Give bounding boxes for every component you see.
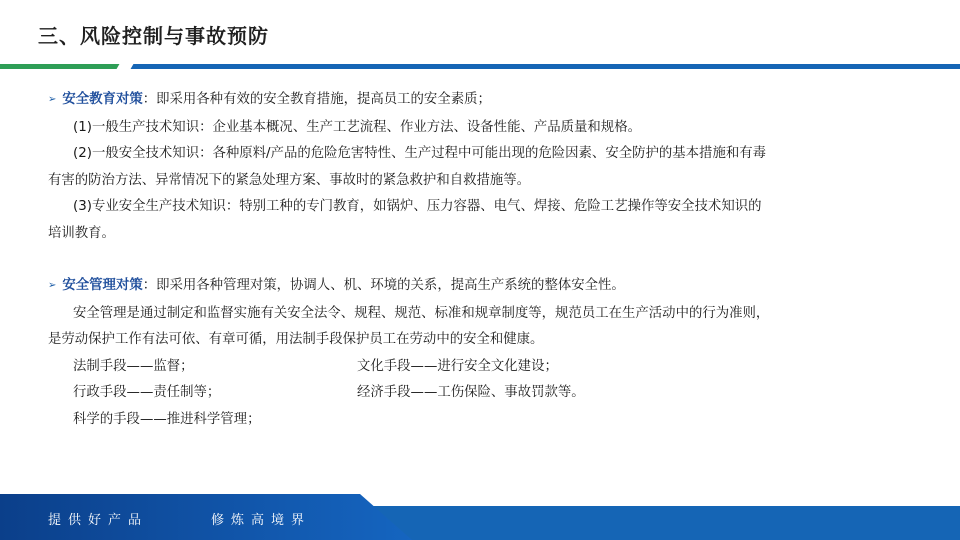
- section-intro: ：即采用各种有效的安全教育措施，提高员工的安全素质；: [142, 92, 491, 107]
- means-item: 经济手段——工伤保险、事故罚款等。: [357, 385, 585, 400]
- slide-body: [48, 87, 918, 433]
- education-item-continued: 培训教育。: [48, 225, 115, 241]
- management-means-row: [48, 380, 918, 407]
- section-management-heading: [48, 273, 918, 301]
- education-item: (2)一般安全技术知识：各种原料/产品的危险危害特性、生产过程中可能出现的危险因素、安全防护的基本措施和有毒: [73, 146, 767, 161]
- keyword-label: 安全管理对策: [62, 278, 143, 293]
- header-accent-green: [0, 64, 122, 69]
- management-means-row: [48, 407, 918, 434]
- spacer: [48, 247, 918, 273]
- management-paragraph-continued: 是劳动保护工作有法可依、有章可循，用法制手段保护员工在劳动中的安全和健康。: [48, 332, 544, 347]
- management-paragraph: 安全管理是通过制定和监督实施有关安全法令、规程、规范、标准和规章制度等，规范员工在生产活动中的行为准则，: [73, 305, 770, 321]
- means-item: 行政手段——责任制等；: [73, 385, 221, 400]
- arrow-bullet-icon: ➢: [48, 280, 57, 291]
- section-intro: ：即采用各种管理对策，协调人、机、环境的关系，提高生产系统的整体安全性。: [142, 278, 625, 293]
- education-item-continued: 有害的防治方法、异常情况下的紧急处理方案、事故时的紧急救护和自救措施等。: [48, 172, 531, 188]
- page-title: 三、风险控制与事故预防: [38, 24, 269, 48]
- means-item: 科学的手段——推进科学管理；: [73, 411, 261, 427]
- footer-slogan: 修炼高境界: [211, 513, 312, 528]
- management-means-row: [48, 354, 918, 381]
- education-item: (1)一般生产技术知识：企业基本概况、生产工艺流程、作业方法、设备性能、产品质量和规格。: [73, 119, 641, 135]
- education-item: (3)专业安全生产技术知识：特别工种的专门教育，如锅炉、压力容器、电气、焊接、危险工艺操作等安全技术知识的: [73, 199, 762, 214]
- footer-slogan: 提供好产品: [48, 513, 149, 528]
- arrow-bullet-icon: ➢: [48, 94, 57, 105]
- means-item: 法制手段——监督；: [73, 358, 194, 374]
- means-item: 文化手段——进行安全文化建设；: [357, 358, 558, 374]
- section-education-heading: [48, 87, 918, 115]
- header-accent-blue: [128, 64, 960, 69]
- keyword-label: 安全教育对策: [62, 92, 143, 107]
